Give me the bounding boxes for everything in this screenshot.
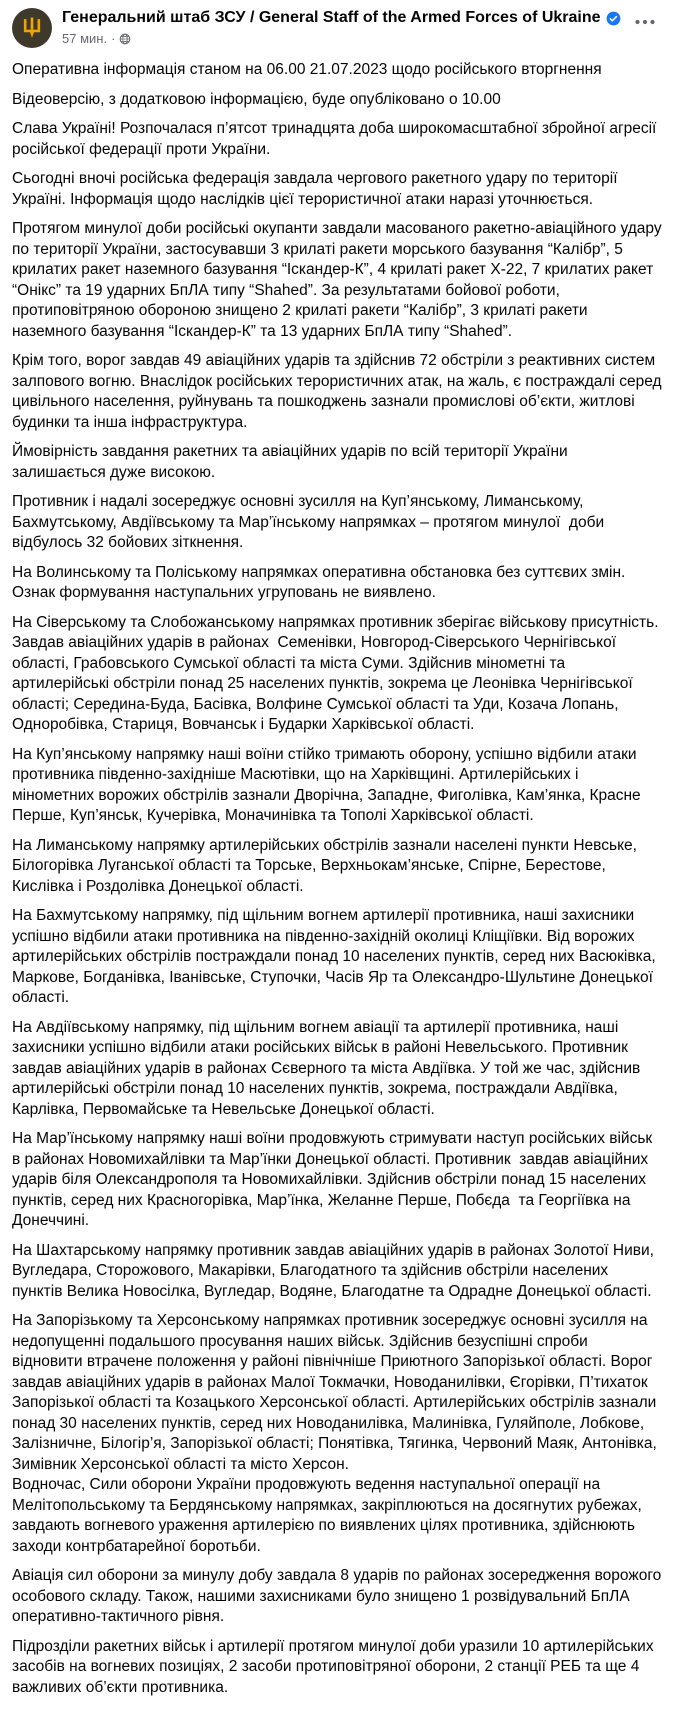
page-name-row	[62, 8, 628, 28]
post-meta	[62, 31, 628, 46]
more-options-button[interactable]	[628, 8, 668, 32]
post-header	[0, 0, 678, 50]
post-paragraph: На Волинському та Поліському напрямках оперативна обстановка без суттєвих змін. Ознак формування наступальних угруповань не виявлено.	[12, 563, 630, 601]
post-paragraph: Противник і надалі зосереджує основні зусилля на Куп’янському, Лиманському, Бахмутському, Авдіївському та Мар’їнському напрямках – протягом минулої доби відбулось 32 бойових зіткнення.	[12, 493, 609, 551]
post-paragraph: Крім того, ворог завдав 49 авіаційних ударів та здійснив 72 обстріли з реактивних систем залпового вогню. Внаслідок російських терористичних атак, на жаль, є постраждалі серед цивільного населення, руйнувань та пошкоджень зазнали промислові об’єкти, житлові будинки та інша інфраструктура.	[12, 352, 666, 431]
verified-badge-icon	[606, 11, 621, 26]
timestamp[interactable]: 57 мин.	[62, 31, 108, 46]
post-paragraph: На Мар’їнському напрямку наші воїни продовжують стримувати наступ російських військ в районах Новомихайлівки та Мар’їнки Донецької області. Противник завдав авіаційних ударів біля Олександрополя та Новомихайлівки. Здійснив обстріли понад 15 населених пунктів, серед них Красногорівка, Мар’їнка, Желанне Перше, Побєда та Георгіївка на Донеччині.	[12, 1130, 657, 1229]
post-paragraph: На Куп’янському напрямку наші воїни стійко тримають оборону, успішно відбили атаки противника південно-західніше Масютівки, що на Харківщині. Артилерійських і мінометних ворожих обстрілів зазнали Дворічна, Западне, Фиголівка, Кам’янка, Красне Перше, Куп’янськ, Кучерівка, Моначинівка та Тополі Харківської області.	[12, 745, 645, 824]
post-paragraph: На Лиманському напрямку артилерійських обстрілів зазнали населені пункти Невське, Білогорівка Луганської області та Торське, Верхньокам’янське, Спірне, Берестове, Кислівка і Роздолівка Донецької області.	[12, 836, 642, 895]
meta-separator: ·	[111, 31, 116, 46]
post-paragraph: Оперативна інформація станом на 06.00 21.07.2023 щодо російського вторгнення	[12, 61, 602, 78]
header-text	[62, 8, 628, 46]
post-body	[0, 50, 678, 1712]
ellipsis-menu-icon	[634, 18, 656, 26]
post-paragraph: Слава Україні! Розпочалася п’ятсот тринадцята доба широкомасштабної збройної агресії російської федерації проти України.	[12, 120, 661, 158]
post-paragraph: Протягом минулої доби російські окупанти завдали масованого ракетно-авіаційного удару по території України, застосувавши 3 крилаті ракети морського базування “Калібр”, 5 крилатих ракет наземного базування “Іскандер-К”, 4 крилаті ракет Х-22, 7 крилатих ракет “Онікс” та 19 ударних БпЛА типу “Shahed”. За результатами бойової роботи, протиповітряною обороною знищено 2 крилаті ракети “Калібр”, 3 крилаті ракети наземного базування “Іскандер-К” та 13 ударних БпЛА типу “Shahed”.	[12, 220, 666, 340]
page-name-link[interactable]: Генеральний штаб ЗСУ / General Staff of the Armed Forces of Ukraine	[62, 9, 601, 26]
post-paragraph: На Бахмутському напрямку, під щільним вогнем артилерії противника, наші захисники успішно відбили атаки противника на південно-західній околиці Кліщіївки. Від ворожих артилерійських обстрілів постраждали понад 10 населених пунктів, серед них Васюківка, Маркове, Богданівка, Іванівське, Ступочки, Часів Яр та Олександро-Шультине Донецької області.	[12, 907, 660, 1006]
post-paragraph: На Шахтарському напрямку противник завдав авіаційних ударів в районах Золотої Ниви, Вугледара, Сторожового, Макарівки, Благодатного та здійснив обстріли населених пунктів Велика Новосілка, Вугледар, Водяне, Благодатне та Одрадне Донецької області.	[12, 1241, 659, 1300]
post-paragraph: Авіація сил оборони за минулу добу завдала 8 ударів по районах зосередження ворожого особового складу. Також, нашими захисниками було знищено 1 розвідувальний БпЛА оперативно-тактичного рівня.	[12, 1567, 666, 1625]
post-paragraph: Підрозділи ракетних військ і артилерії протягом минулої доби уразили 10 артилерійських засобів на вогневих позиціях, 2 засоби протиповітряної оборони, 2 станції РЕБ та ще 4 важливих об’єкти противника.	[12, 1637, 658, 1696]
page-avatar[interactable]	[12, 8, 52, 48]
post-paragraph: На Авдіївському напрямку, під щільним вогнем авіації та артилерії противника, наші захисники успішно відбили атаки російських військ в районі Невельського. Противник завдав авіаційних ударів в районах Сєверного та міста Авдіївка. У той же час, здійснив артилерійські обстріли понад 10 населених пунктів, зокрема, постраждали Авдіївка, Карлівка, Первомайське та Невельське Донецької області.	[12, 1018, 645, 1118]
post-paragraph: Сьогодні вночі російська федерація завдала чергового ракетного удару по території Україні. Інформація щодо наслідків цієї терористичної атаки наразі уточнюється.	[12, 170, 622, 208]
post-paragraph: Відеоверсію, з додатковою інформацією, буде опубліковано о 10.00	[12, 90, 501, 108]
globe-public-icon	[119, 33, 131, 45]
post-paragraph: На Запорізькому та Херсонському напрямках противник зосереджує основні зусилля на недопущенні подальшого просування наших військ. Здійснив безуспішні спроби відновити втрачене положення у районі північніше Приютного Запорізької області. Ворог завдав авіаційних ударів в районах Малої Токмачки, Новоданилівки, Єгорівки, П’тихаток Запорізької області та Козацького Херсонської області. Артилерійських обстрілів зазнали понад 30 населених пунктів, серед них Новоданилівка, Малинівка, Гуляйполе, Лобкове, Залізничне, Білогір’я, Запорізької області; Понятівка, Тягинка, Червоний Маяк, Антонівка, Зимівник Херсонської області та місто Херсон.	[12, 1312, 662, 1473]
ukraine-trident-icon	[19, 15, 45, 41]
post-paragraph: Водночас, Сили оборони України продовжують ведення наступальної операції на Мелітопольському та Бердянському напрямках, закріплюються на досягнутих рубежах, завдають вогневого ураження артилерією по виявлених цілях противника, здійснюють заходи контрбатарейної боротьби.	[12, 1476, 647, 1555]
post-paragraph: Ймовірність завдання ракетних та авіаційних ударів по всій території України залишається дуже високою.	[12, 443, 573, 481]
post-paragraph: На Сіверському та Слобожанському напрямках противник зберігає військову присутність. Завдав авіаційних ударів в районах Семенівки, Новгород-Сіверського Чернігівської області, Грабовського Сумської області та міста Суми. Здійснив мінометні та артилерійські обстріли понад 25 населених пунктів, зокрема це Леонівка Чернігівської області; Середина-Буда, Басівка, Волфине Сумської області та Уди, Козача Лопань, Одноробівка, Стариця, Вовчанськ і Бударки Харківської області.	[12, 613, 663, 733]
